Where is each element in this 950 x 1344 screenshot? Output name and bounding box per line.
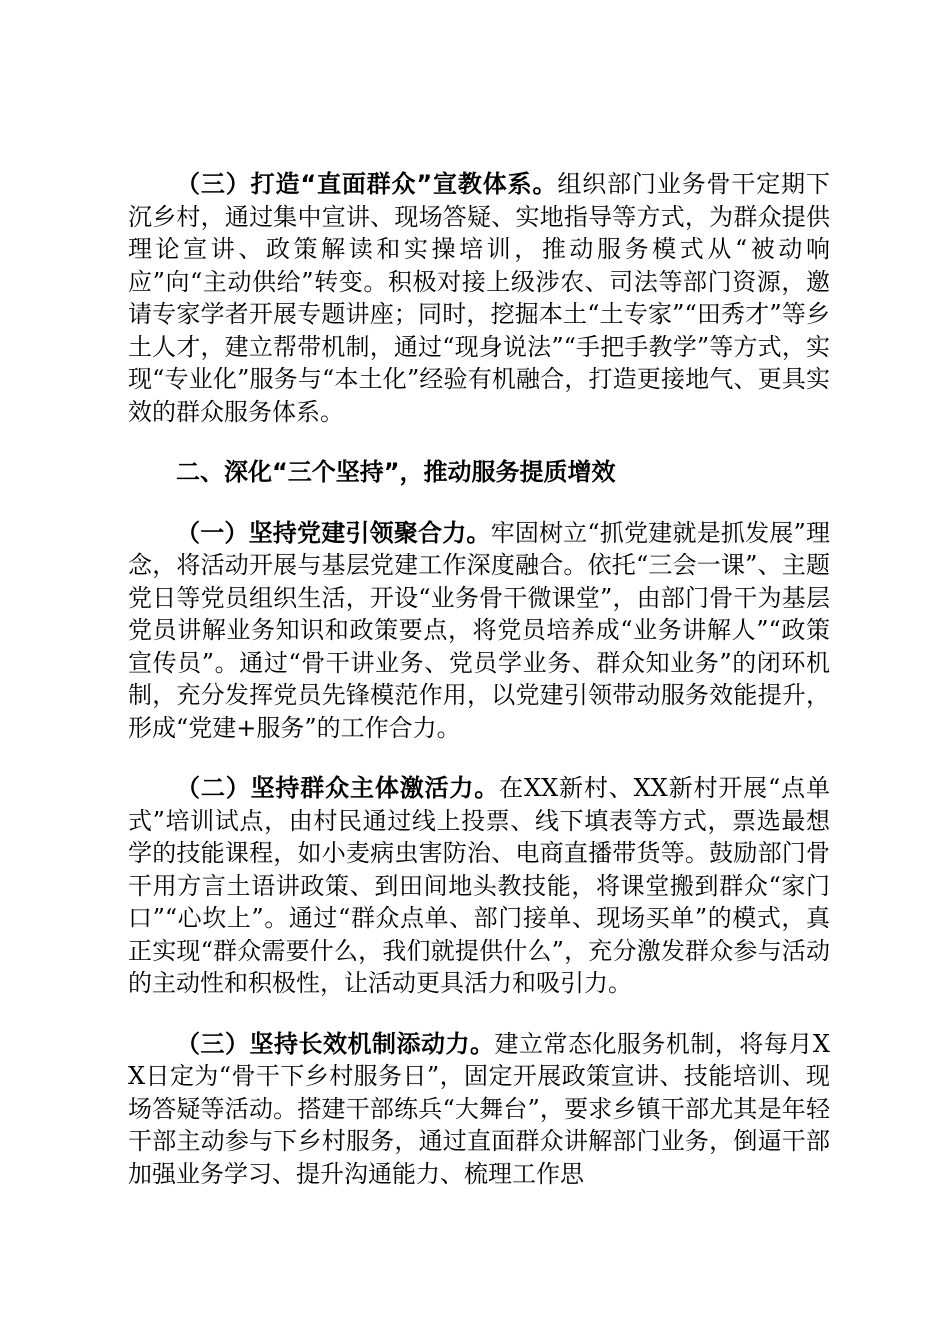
paragraph-publicity-system: [128, 168, 830, 428]
document-page: [128, 168, 830, 1190]
paragraph-lead: （三）打造“直面群众”宣教体系。: [176, 170, 558, 198]
paragraph-lead: （三）坚持长效机制添动力。: [176, 1029, 495, 1058]
paragraph-body: 组织部门业务骨干定期下沉乡村，通过集中宣讲、现场答疑、实地指导等方式，为群众提供理论宣讲、政策解读和实操培训，推动服务模式从“被动响应”向“主动供给”转变。积极对接上级涉农、司法等部门资源，邀请专家学者开展专题讲座；同时，挖掘本土“土专家”“田秀才”等乡土人才，建立帮带机制，通过“现身说法”“手把手教学”等方式，实现“专业化”服务与“本土化”经验有机融合，打造更接地气、更具实效的群众服务体系。: [128, 170, 831, 426]
paragraph-body: 建立常态化服务机制，将每月XX日定为“骨干下乡村服务日”，固定开展政策宣讲、技能培训、现场答疑等活动。搭建干部练兵“大舞台”，要求乡镇干部尤其是年轻干部主动参与下乡村服务，通过直面群众讲解部门业务，倒逼干部加强业务学习、提升沟通能力、梳理工作思: [128, 1029, 830, 1188]
paragraph-lead: （一）坚持党建引领聚合力。: [176, 518, 491, 547]
paragraph-long-term-mechanism: [128, 1028, 830, 1191]
paragraph-party-building: [128, 517, 830, 745]
paragraph-body: 在XX新村、XX新村开展“点单式”培训试点，由村民通过线上投票、线下填表等方式，票选最想学的技能课程，如小麦病虫害防治、电商直播带货等。鼓励部门骨干用方言土语讲政策、到田间地头教技能，将课堂搬到群众“家门口”“心坎上”。通过“群众点单、部门接单、现场买单”的模式，真正实现“群众需要什么，我们就提供什么”，充分激发群众参与活动的主动性和积极性，让活动更具活力和吸引力。: [128, 774, 830, 997]
paragraph-body: 牢固树立“抓党建就是抓发展”理念，将活动开展与基层党建工作深度融合。依托“三会一课”、主题党日等党员组织生活，开设“业务骨干微课堂”，由部门骨干为基层党员讲解业务知识和政策要点，将党员培养成“业务讲解人”“政策宣传员”。通过“骨干讲业务、党员学业务、群众知业务”的闭环机制，充分发挥党员先锋模范作用，以党建引领带动服务效能提升，形成“党建+服务”的工作合力。: [128, 518, 830, 742]
paragraph-lead: （二）坚持群众主体激活力。: [176, 774, 500, 802]
paragraph-masses-subject: [128, 772, 830, 1000]
section-heading: 二、深化“三个坚持”，推动服务提质增效: [176, 458, 616, 486]
